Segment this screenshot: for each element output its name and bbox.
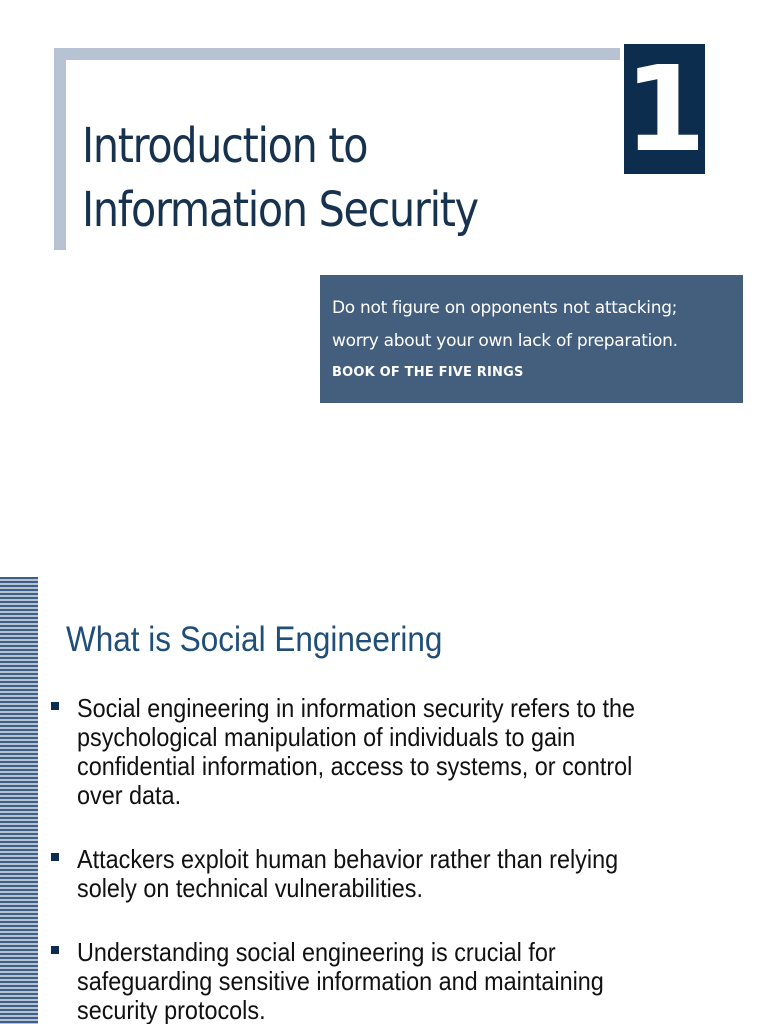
slide-stripe-decoration — [0, 577, 38, 1024]
slide-heading: What is Social Engineering — [66, 620, 443, 659]
bullet-text: Understanding social engineering is crucial for safeguarding sensitive information and maintaining security protocols. — [77, 937, 604, 1024]
bullet-text: Attackers exploit human behavior rather than relying solely on technical vulnerabilities. — [77, 844, 619, 903]
square-bullet-icon — [51, 853, 59, 861]
bullet-text: Social engineering in information security refers to the psychological manipulation of individuals to gain confidential information, access to systems, or control over data. — [77, 693, 635, 810]
bullet-item — [46, 694, 746, 810]
epigraph-source: BOOK OF THE FIVE RINGS — [332, 365, 524, 380]
square-bullet-icon — [51, 946, 59, 954]
bullet-item — [46, 938, 746, 1024]
epigraph-line-2: worry about your own lack of preparation. — [332, 331, 678, 351]
bullet-list — [46, 694, 746, 1024]
epigraph-box — [320, 275, 743, 403]
square-bullet-icon — [51, 702, 59, 710]
title-frame-left — [54, 48, 66, 250]
chapter-title-line-1: Introduction to — [82, 118, 368, 174]
title-frame-top — [54, 48, 620, 60]
bullet-item — [46, 845, 746, 903]
chapter-title-line-2: Information Security — [82, 182, 478, 238]
chapter-title — [82, 114, 478, 242]
epigraph-line-1: Do not figure on opponents not attacking; — [332, 298, 678, 318]
chapter-number-badge: 1 — [624, 40, 707, 178]
